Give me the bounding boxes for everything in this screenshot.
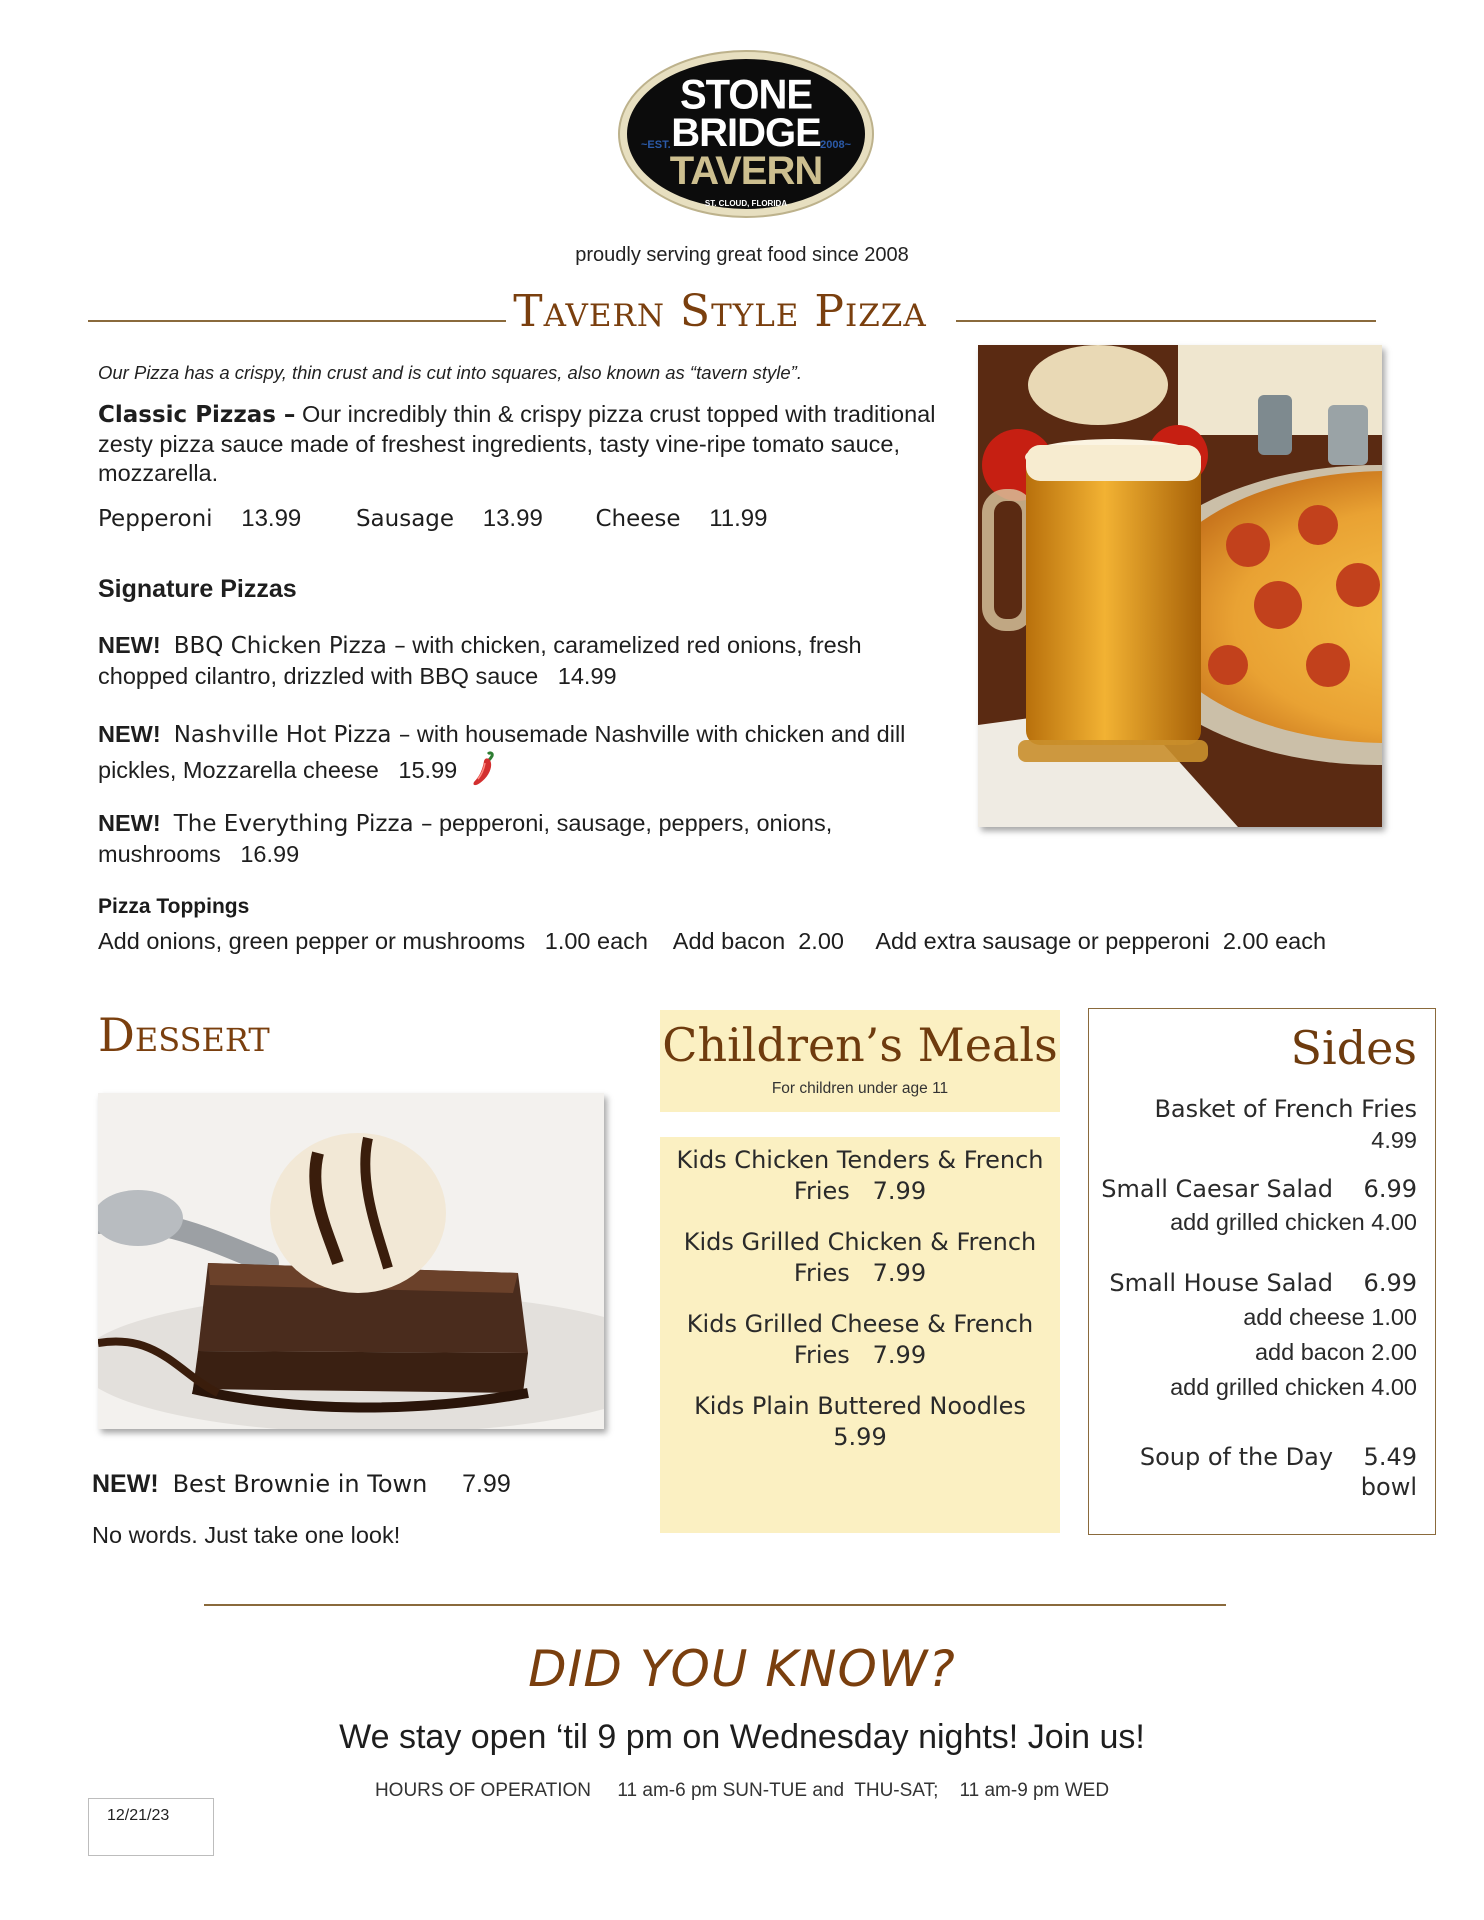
dessert-price: 7.99 — [462, 1470, 511, 1498]
side-line: bowl — [1360, 1473, 1417, 1501]
kids-meal-line: Kids Plain Buttered Noodles — [694, 1392, 1026, 1420]
pizza-desc: pepperoni, sausage, peppers, onions, mushrooms — [98, 810, 833, 867]
logo-est: ~EST. — [641, 139, 671, 151]
kids-meal-item — [660, 1309, 1060, 1371]
logo-text-line1: STONE — [679, 71, 813, 119]
kids-meal-line: 5.99 — [833, 1423, 887, 1451]
logo-location: ST. CLOUD, FLORIDA — [704, 199, 788, 208]
kids-meal-item — [660, 1145, 1060, 1207]
kids-meal-line: Kids Grilled Chicken & French — [683, 1228, 1037, 1256]
signature-pizza-item — [98, 808, 958, 869]
classic-name: Cheese — [595, 506, 681, 532]
menu-date: 12/21/23 — [107, 1807, 170, 1824]
pizza-intro: Our Pizza has a crispy, thin crust and is cut into squares, also known as “tavern style”. — [98, 362, 802, 383]
classic-name: Sausage — [355, 506, 455, 532]
date-box — [88, 1798, 214, 1856]
childrens-meals-header — [660, 1010, 1060, 1112]
dessert-name: Best Brownie in Town — [172, 1470, 428, 1498]
tavern-logo — [620, 52, 872, 216]
sides-heading: Sides — [1290, 1021, 1417, 1075]
childrens-meals-list — [660, 1137, 1060, 1533]
did-you-know-heading: DID YOU KNOW? — [528, 1640, 956, 1698]
side-line: Small Caesar Salad 6.99 — [1101, 1175, 1417, 1203]
kids-meal-line: Fries 7.99 — [793, 1259, 927, 1287]
side-line: Soup of the Day 5.49 — [1139, 1443, 1417, 1471]
side-line: add grilled chicken 4.00 — [1170, 1374, 1417, 1400]
childrens-meals-subtitle: For children under age 11 — [771, 1080, 949, 1097]
hours-of-operation: HOURS OF OPERATION 11 am-6 pm SUN-TUE and THU-SAT; 11 am-9 pm WED — [374, 1780, 1110, 1801]
pizza-name: The Everything Pizza – — [173, 811, 433, 837]
new-badge: NEW! — [98, 721, 161, 747]
tagline: proudly serving great food since 2008 — [575, 244, 909, 266]
kids-meal-line: Kids Grilled Cheese & French — [686, 1310, 1034, 1338]
classic-pizzas-text: Our incredibly thin & crispy pizza crust topped with traditional zesty pizza sauce made of freshest ingredients, tasty vine-ripe tomato sauce, mozzarella. — [98, 401, 936, 486]
kids-meal-line: Fries 7.99 — [793, 1341, 927, 1369]
side-line: add cheese 1.00 — [1243, 1304, 1417, 1330]
classic-price: 13.99 — [241, 505, 302, 532]
pizza-price: 15.99 — [398, 757, 458, 783]
divider-right — [956, 320, 1376, 322]
divider-left — [88, 320, 506, 322]
footer-divider — [204, 1604, 1226, 1606]
new-badge: NEW! — [98, 810, 161, 836]
pizza-toppings-heading: Pizza Toppings — [98, 895, 250, 918]
pizza-toppings-text: Add onions, green pepper or mushrooms 1.00 each Add bacon 2.00 Add extra sausage or pepperoni 2.00 each — [98, 928, 1327, 954]
pizza-desc: with housemade Nashville with chicken and dill pickles, Mozzarella cheese — [98, 721, 906, 783]
signature-pizza-item — [98, 719, 958, 788]
new-badge: NEW! — [92, 1470, 159, 1498]
logo-text-line3: TAVERN — [669, 149, 823, 193]
childrens-meals-heading: Children’s Meals — [662, 1018, 1058, 1072]
chili-pepper-icon — [468, 750, 498, 788]
pizza-price: 16.99 — [240, 841, 300, 867]
open-late-text: We stay open ‘til 9 pm on Wednesday nights! Join us! — [339, 1718, 1145, 1756]
side-line: Small House Salad 6.99 — [1109, 1269, 1417, 1297]
side-line: 4.99 — [1371, 1127, 1417, 1153]
classic-pizzas-description — [98, 400, 958, 488]
kids-meal-line: Kids Chicken Tenders & French — [676, 1146, 1044, 1174]
classic-price: 11.99 — [709, 505, 768, 532]
signature-pizzas-heading: Signature Pizzas — [98, 575, 297, 603]
new-badge: NEW! — [98, 632, 161, 658]
dessert-description: No words. Just take one look! — [92, 1522, 401, 1548]
pizza-desc: with chicken, caramelized red onions, fresh chopped cilantro, drizzled with BBQ sauce — [98, 632, 862, 689]
dessert-heading: Dessert — [98, 1008, 270, 1062]
kids-meal-line: Fries 7.99 — [793, 1177, 927, 1205]
classic-name: Pepperoni — [98, 506, 213, 532]
pizza-price: 14.99 — [557, 663, 617, 689]
side-line: add bacon 2.00 — [1254, 1339, 1417, 1365]
side-line: Basket of French Fries — [1154, 1095, 1417, 1123]
pizza-name: Nashville Hot Pizza – — [173, 722, 411, 748]
classic-price: 13.99 — [482, 505, 543, 532]
logo-text-line2: BRIDGE — [671, 111, 821, 155]
classic-pizzas-label: Classic Pizzas – — [98, 402, 296, 428]
classic-prices — [98, 505, 768, 533]
pizza-heading: Tavern Style Pizza — [513, 286, 927, 337]
sides-box — [1088, 1008, 1436, 1535]
pizza-name: BBQ Chicken Pizza – — [173, 633, 406, 659]
signature-pizza-item — [98, 630, 958, 691]
side-line: add grilled chicken 4.00 — [1170, 1209, 1417, 1235]
brownie-photo — [98, 1093, 604, 1429]
dessert-item — [92, 1470, 511, 1499]
logo-year: 2008~ — [820, 139, 851, 151]
kids-meal-item — [660, 1227, 1060, 1289]
kids-meal-item — [660, 1391, 1060, 1453]
pizza-beer-photo — [978, 345, 1382, 827]
